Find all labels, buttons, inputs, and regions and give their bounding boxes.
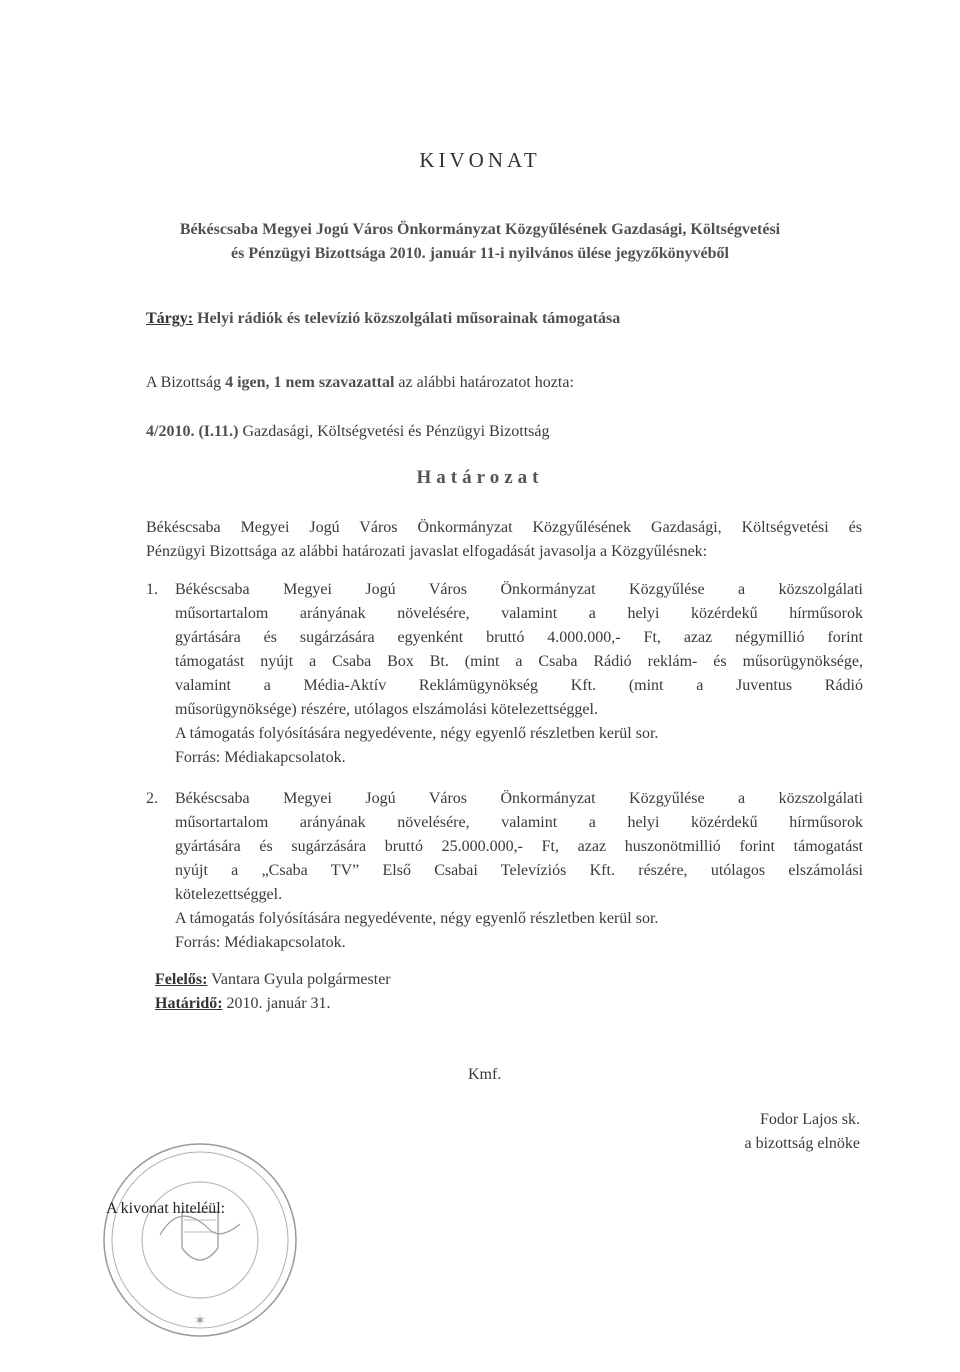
point-1-line: műsorügynöksége) részére, utólagos elszámolási kötelezettséggel. bbox=[175, 701, 598, 718]
point-2-line: műsortartalom arányának növelésére, valamint a helyi közérdekű hírműsorok bbox=[175, 814, 863, 831]
deadline-line bbox=[155, 992, 331, 1016]
subject-text: Helyi rádiók és televízió közszolgálati műsorainak támogatása bbox=[193, 310, 621, 327]
official-seal bbox=[100, 1140, 300, 1340]
point-2-line: kötelezettséggel. bbox=[175, 886, 283, 903]
svg-text:✶: ✶ bbox=[194, 1313, 206, 1329]
point-1-line: támogatást nyújt a Csaba Box Bt. (mint a Csaba Rádió reklám- és műsorügynöksége, bbox=[175, 653, 863, 670]
point-1-line: A támogatás folyósítására negyedévente, négy egyenlő részletben kerül sor. bbox=[175, 725, 659, 742]
votes-post: az alábbi határozatot hozta: bbox=[394, 374, 574, 391]
point-2-source: Forrás: Médiakapcsolatok. bbox=[175, 934, 346, 951]
point-1-line: műsortartalom arányának növelésére, valamint a helyi közérdekű hírműsorok bbox=[175, 605, 863, 622]
authentication-label: A kivonat hiteléül: bbox=[106, 1200, 226, 1217]
point-2-number: 2. bbox=[146, 790, 158, 807]
point-1-line: valamint a Média-Aktív Reklámügynökség Kft. (mint a Juventus Rádió bbox=[175, 677, 863, 694]
header-line-2: és Pénzügyi Bizottsága 2010. január 11-i nyilvános ülése jegyzőkönyvéből bbox=[231, 245, 729, 262]
intro-line-2: Pénzügyi Bizottsága az alábbi határozati javaslat elfogadását javasolja a Közgyűlésnek: bbox=[146, 543, 708, 560]
point-2-line: A támogatás folyósítására negyedévente, négy egyenlő részletben kerül sor. bbox=[175, 910, 659, 927]
kmf-text: Kmf. bbox=[468, 1066, 502, 1083]
votes-pre: A Bizottság bbox=[146, 374, 226, 391]
resolution-line bbox=[146, 420, 550, 444]
signer-role: a bizottság elnöke bbox=[744, 1135, 860, 1152]
deadline-value: 2010. január 31. bbox=[222, 995, 331, 1012]
document-header bbox=[100, 218, 860, 266]
resolution-body: Gazdasági, Költségvetési és Pénzügyi Bizottság bbox=[238, 423, 550, 440]
resolution-heading: Határozat bbox=[416, 467, 544, 488]
point-1-number: 1. bbox=[146, 581, 158, 598]
point-1-line: Békéscsaba Megyei Jogú Város Önkormányzat Közgyűlése a közszolgálati bbox=[175, 581, 863, 598]
point-2-line: Békéscsaba Megyei Jogú Város Önkormányzat Közgyűlése a közszolgálati bbox=[175, 790, 863, 807]
header-line-1: Békéscsaba Megyei Jogú Város Önkormányzat Közgyűlésének Gazdasági, Költségvetési bbox=[179, 221, 781, 238]
point-2-line: nyújt a „Csaba TV” Első Csabai Televíziós Kft. részére, utólagos elszámolási bbox=[175, 862, 863, 879]
subject-label: Tárgy: bbox=[146, 310, 194, 327]
responsible-line bbox=[155, 968, 391, 992]
responsible-label: Felelős: bbox=[155, 971, 208, 988]
point-1-source: Forrás: Médiakapcsolatok. bbox=[175, 749, 346, 766]
point-2-line: gyártására és sugárzására bruttó 25.000.000,- Ft, azaz huszonötmillió forint támogatást bbox=[175, 838, 863, 855]
document-title: KIVONAT bbox=[419, 148, 541, 172]
intro-line-1: Békéscsaba Megyei Jogú Város Önkormányzat Közgyűlésének Gazdasági, Költségvetési és bbox=[146, 519, 862, 536]
point-1-line: gyártására és sugárzására egyenként bruttó 4.000.000,- Ft, azaz négymillió forint bbox=[175, 629, 863, 646]
subject-line bbox=[146, 307, 620, 331]
deadline-label: Határidő: bbox=[155, 995, 223, 1012]
signer-name: Fodor Lajos sk. bbox=[760, 1111, 860, 1128]
resolution-number: 4/2010. (I.11.) bbox=[146, 423, 239, 440]
responsible-value: Vantara Gyula polgármester bbox=[207, 971, 391, 988]
votes-count: 4 igen, 1 nem szavazattal bbox=[225, 374, 395, 391]
votes-line bbox=[146, 371, 574, 395]
